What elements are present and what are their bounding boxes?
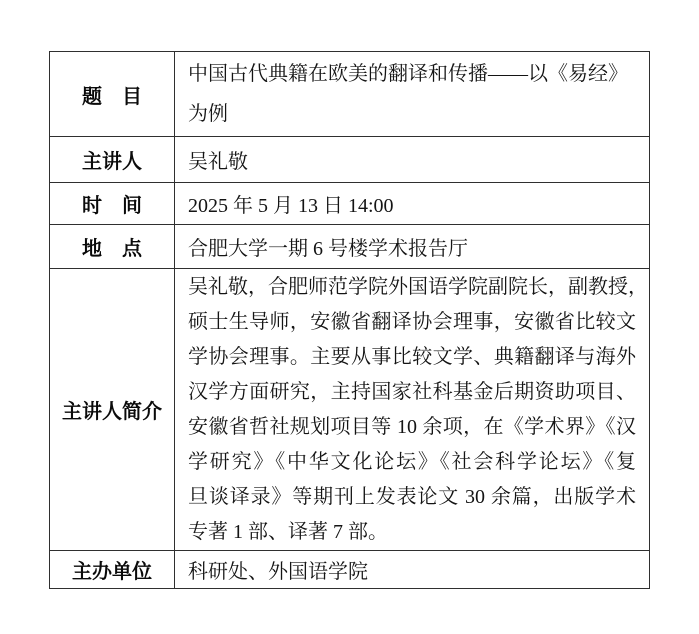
bio-line-8: 专著 1 部、译著 7 部。 (188, 520, 388, 543)
lecture-datetime: 2025 年 5 月 13 日 14:00 (188, 195, 394, 217)
table-row (50, 269, 650, 551)
table-row (50, 137, 650, 183)
table-row (50, 225, 650, 269)
bio-line-3: 学协会理事。主要从事比较文学、典籍翻译与海外 (188, 345, 636, 368)
row-value-title (175, 52, 650, 137)
row-label-organizer: 主办单位 (50, 551, 175, 589)
bio-line-6: 学研究》《中华文化论坛》《社会科学论坛》《复 (188, 450, 636, 473)
row-label-title: 题 目 (50, 52, 175, 137)
row-value-location (175, 225, 650, 269)
title-line-2: 为例 (188, 103, 228, 125)
title-line-1: 中国古代典籍在欧美的翻译和传播——以《易经》 (188, 63, 628, 85)
row-label-speaker-bio: 主讲人简介 (50, 269, 175, 551)
row-label-time: 时 间 (50, 183, 175, 225)
organizer-names: 科研处、外国语学院 (188, 561, 368, 583)
row-value-speaker (175, 137, 650, 183)
table-row (50, 551, 650, 589)
speaker-name: 吴礼敬 (188, 151, 248, 173)
table-row (50, 52, 650, 137)
row-value-organizer (175, 551, 650, 589)
lecture-location: 合肥大学一期 6 号楼学术报告厅 (188, 238, 468, 260)
bio-line-1: 吴礼敬，合肥师范学院外国语学院副院长，副教授， (188, 275, 648, 298)
bio-line-4: 汉学方面研究，主持国家社科基金后期资助项目、 (188, 380, 636, 403)
bio-line-5: 安徽省哲社规划项目等 10 余项，在《学术界》《汉 (188, 415, 636, 438)
bio-line-2: 硕士生导师，安徽省翻译协会理事，安徽省比较文 (188, 310, 636, 333)
row-label-speaker: 主讲人 (50, 137, 175, 183)
row-value-speaker-bio (175, 269, 650, 551)
row-label-location: 地 点 (50, 225, 175, 269)
row-value-time (175, 183, 650, 225)
lecture-info-table (49, 51, 650, 589)
bio-line-7: 旦谈译录》等期刊上发表论文 30 余篇，出版学术 (188, 485, 636, 508)
table-row (50, 183, 650, 225)
